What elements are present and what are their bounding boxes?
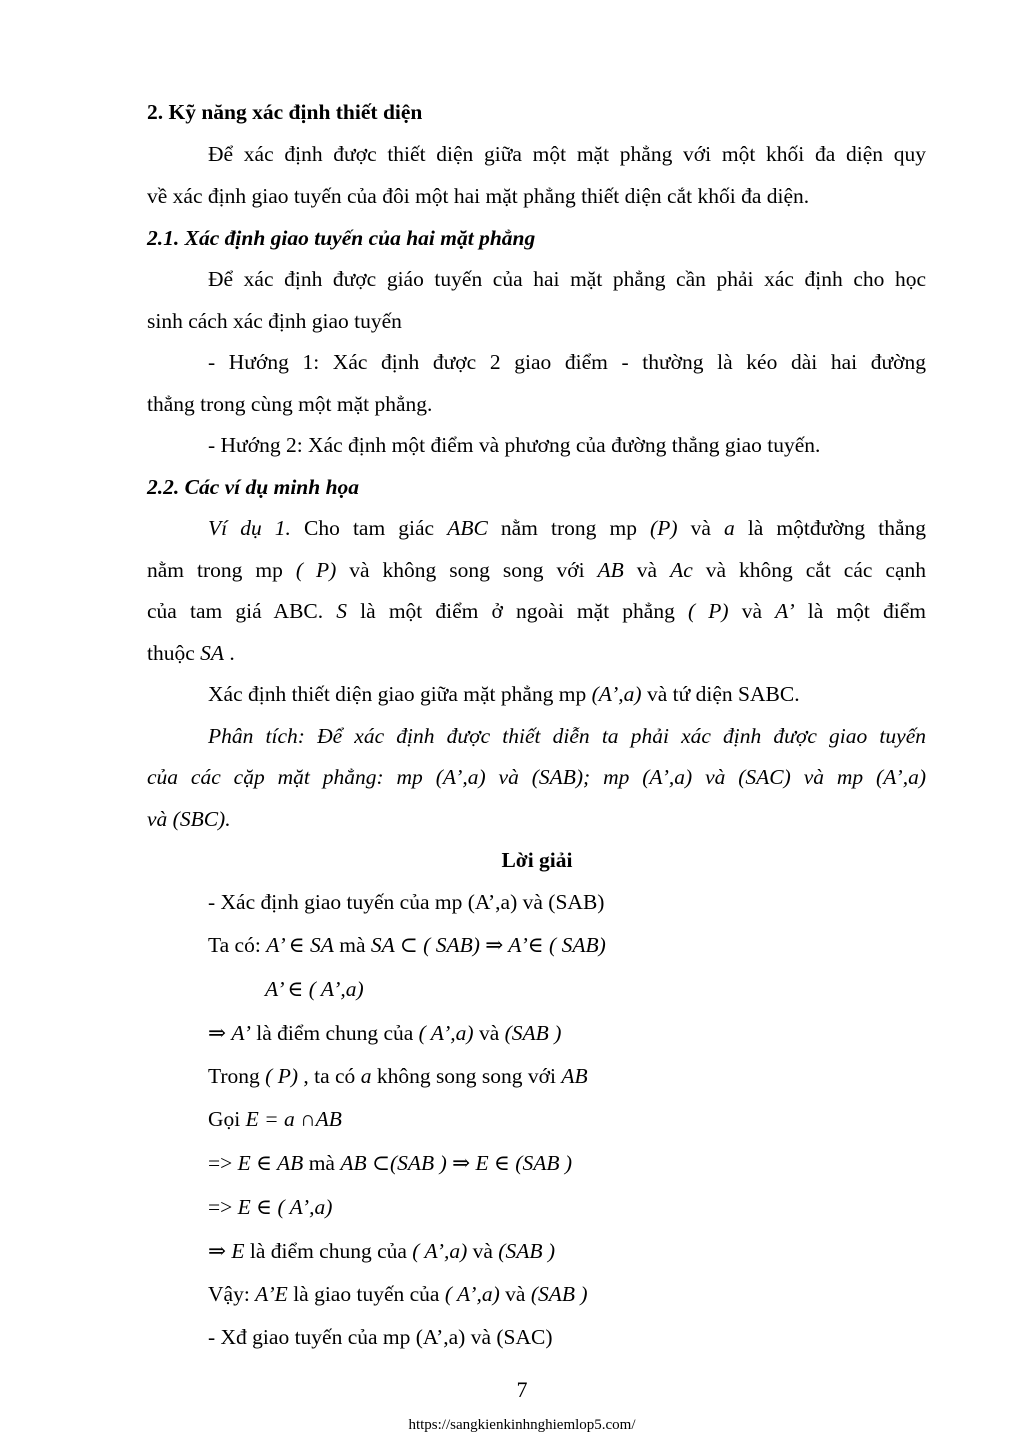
text-run: mà [333, 933, 371, 957]
example-line [147, 640, 235, 666]
text-run: Ta có: [208, 933, 267, 957]
text-run: và [677, 516, 724, 540]
solution-title: Lời giải [501, 848, 573, 872]
paragraph-line: về xác định giao tuyến của đôi một hai mặt phẳng thiết diện cắt khối đa diện. [147, 184, 810, 208]
math-run: A’ [231, 1021, 251, 1045]
section-heading-2-2: 2.2. Các ví dụ minh họa [147, 475, 360, 499]
solution-line [208, 1238, 555, 1264]
text-run: là điểm chung của [250, 1021, 419, 1045]
paragraph-line: thẳng trong cùng một mặt phẳng. [147, 392, 433, 416]
math-run: (SAB ) [498, 1239, 555, 1263]
paragraph-line: Để xác định được thiết diện giữa một mặt phẳng với một khối đa diện quy [208, 142, 926, 166]
solution-line: - Xđ giao tuyến của mp (A’,a) và (SAC) [208, 1325, 553, 1349]
analysis-line: và (SBC). [147, 807, 231, 831]
analysis-line: Phân tích: Để xác định được thiết diễn ta phải xác định được giao tuyến [208, 724, 926, 748]
text-run: và không cắt các cạnh [692, 558, 926, 582]
page-number: 7 [516, 1377, 528, 1402]
text-run: Vậy: [208, 1282, 256, 1306]
text-run: => [208, 1195, 238, 1219]
example-label: Ví dụ 1. [208, 516, 291, 540]
text-run: của tam giá ABC. [147, 599, 337, 623]
text-run: . [224, 641, 235, 665]
text-run: => [208, 1151, 238, 1175]
math-run: ( A’,a) [418, 1021, 474, 1045]
math-run: ( A’,a) [444, 1282, 500, 1306]
math-run: E [231, 1239, 245, 1263]
text-run: nằm trong mp [147, 558, 296, 582]
math-run: A’E [255, 1282, 288, 1306]
math-run: ( P) [295, 558, 337, 582]
text-run: ⇒ [208, 1021, 232, 1045]
math-run: (SAB ) [530, 1282, 588, 1306]
math-run: ( P) [265, 1064, 298, 1088]
text-run: là giao tuyến của [287, 1282, 445, 1306]
math-run: E ∈ ( A’,a) [237, 1195, 333, 1219]
text-run: thuộc [147, 641, 201, 665]
text-run: Xác định thiết diện giao giữa mặt phẳng mp [208, 682, 592, 706]
math-run: A’ ∈ SA [266, 933, 334, 957]
math-run: ( A’,a) [412, 1239, 468, 1263]
text-run: và không song song với [336, 558, 598, 582]
math-run: E = a ∩AB [245, 1107, 342, 1131]
math-run: SA [200, 641, 225, 665]
footer-url[interactable]: https://sangkienkinhnghiemlop5.com/ [408, 1417, 636, 1433]
math-run: AB ⊂(SAB ) ⇒ E ∈ (SAB ) [340, 1151, 572, 1175]
section-heading-2-1: 2.1. Xác định giao tuyến của hai mặt phẳng [147, 226, 536, 250]
paragraph-line: - Hướng 1: Xác định được 2 giao điểm - thường là kéo dài hai đường [208, 350, 926, 374]
math-run: S [336, 599, 348, 623]
math-run: AB [597, 558, 624, 582]
text-run: Trong [208, 1064, 266, 1088]
math-run: SA ⊂ ( SAB) ⇒ A’∈ ( SAB) [370, 933, 606, 957]
math-run: ABC [447, 516, 488, 540]
solution-line [208, 1020, 561, 1046]
paragraph-line: - Hướng 2: Xác định một điểm và phương của đường thẳng giao tuyến. [208, 433, 821, 457]
solution-line [208, 1106, 342, 1132]
text-run: Gọi [208, 1107, 246, 1131]
text-run: là mộtđường thẳng [734, 516, 927, 540]
text-run: Cho tam giác [290, 516, 448, 540]
example-line [208, 515, 926, 541]
section-heading-2: 2. Kỹ năng xác định thiết diện [147, 100, 423, 124]
text-run: và [728, 599, 776, 623]
solution-line [208, 1150, 572, 1176]
math-run: a [360, 1064, 372, 1088]
analysis-line: của các cặp mặt phẳng: mp (A’,a) và (SAB); mp (A’,a) và (SAC) và mp (A’,a) [147, 765, 926, 789]
example-line [147, 598, 926, 624]
text-run: ⇒ [208, 1239, 232, 1263]
text-run: và [499, 1282, 531, 1306]
solution-line: A’ ∈ ( A’,a) [265, 977, 364, 1001]
math-run: (P) [650, 516, 678, 540]
example-line [147, 557, 926, 583]
solution-line [208, 932, 606, 958]
text-run: , ta có [298, 1064, 361, 1088]
solution-line: - Xác định giao tuyến của mp (A’,a) và (SAB) [208, 890, 605, 914]
math-run: ( P) [687, 599, 729, 623]
math-run: Ac [670, 558, 693, 582]
text-run: và [467, 1239, 499, 1263]
task-line [208, 681, 800, 707]
text-run: nằm trong mp [487, 516, 651, 540]
text-run: và [473, 1021, 505, 1045]
paragraph-line: Để xác định được giáo tuyến của hai mặt phẳng cần phải xác định cho học [208, 267, 926, 291]
solution-line [208, 1194, 332, 1220]
text-run: và [623, 558, 671, 582]
math-run: (SAB ) [504, 1021, 562, 1045]
text-run: và tứ diện SABC. [641, 682, 800, 706]
math-run: AB [561, 1064, 588, 1088]
text-run: là điểm chung của [244, 1239, 413, 1263]
text-run: là một điểm [794, 599, 926, 623]
paragraph-line: sinh cách xác định giao tuyến [147, 309, 402, 333]
math-run: (A’,a) [591, 682, 642, 706]
math-run: E ∈ AB [237, 1151, 304, 1175]
solution-line [208, 1281, 588, 1307]
text-run: không song song với [371, 1064, 562, 1088]
text-run: là một điểm ở ngoài mặt phẳng [347, 599, 688, 623]
solution-line [208, 1063, 588, 1089]
math-run: A’ [775, 599, 795, 623]
math-run: a [723, 516, 735, 540]
text-run: mà [303, 1151, 341, 1175]
